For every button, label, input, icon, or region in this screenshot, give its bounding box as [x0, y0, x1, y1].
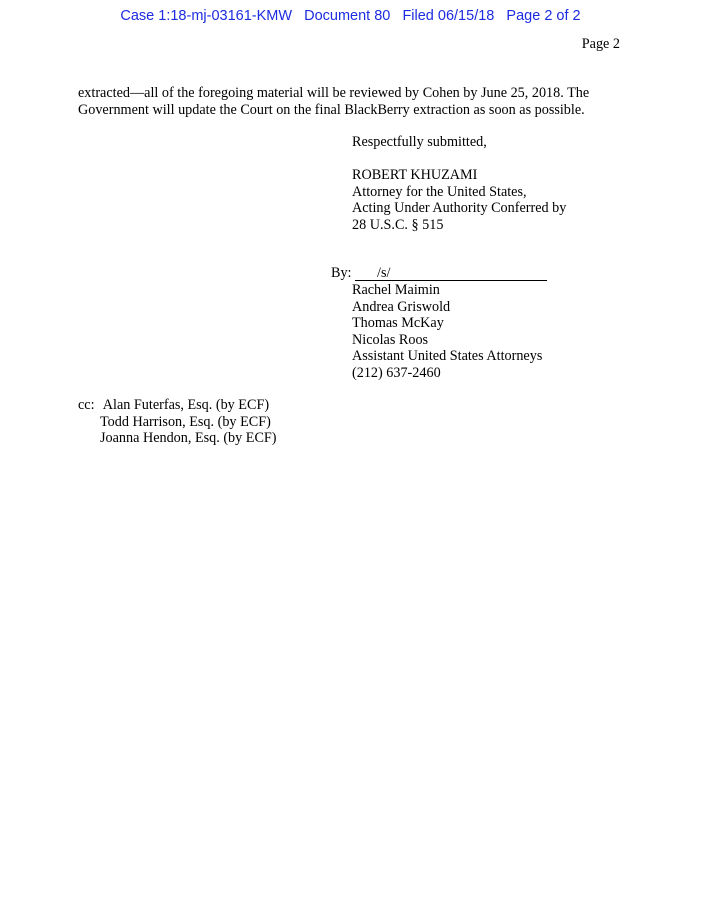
cc-list	[78, 397, 277, 447]
cc-line	[78, 430, 277, 447]
phone-number: (212) 637-2460	[352, 364, 441, 381]
cc-line	[78, 414, 277, 431]
signers-list	[352, 282, 542, 381]
signer-name: Nicolas Roos	[352, 331, 429, 348]
body-paragraph: extracted—all of the foregoing material will be reviewed by Cohen by June 25, 2018. The Government will update the Court on the final BlackBerry extraction as soon as possible.	[78, 85, 590, 118]
signer-name: Thomas McKay	[352, 315, 444, 331]
signers-title: Assistant United States Attorneys	[352, 348, 543, 364]
cc-recipient: Joanna Hendon, Esq. (by ECF)	[100, 430, 277, 446]
signature-mark: /s/	[377, 265, 391, 281]
closing-line: Respectfully submitted,	[352, 134, 487, 150]
signatory-title-line: Attorney for the United States,	[352, 183, 527, 200]
signatory-name: ROBERT KHUZAMI	[352, 167, 478, 183]
cc-recipient: Alan Futerfas, Esq. (by ECF)	[102, 397, 270, 413]
signature-block	[352, 134, 566, 233]
page-number: Page 2	[581, 36, 620, 52]
ecf-filing-header: Case 1:18-mj-03161-KMW Document 80 Filed 06/15/18 Page 2 of 2	[120, 8, 581, 24]
signatory-title-line: 28 U.S.C. § 515	[352, 216, 444, 233]
cc-label: cc:	[78, 397, 95, 413]
cc-line	[78, 397, 277, 414]
by-line	[331, 265, 547, 282]
signer-name: Rachel Maimin	[352, 282, 440, 298]
body-text	[78, 85, 623, 118]
by-label: By:	[331, 265, 352, 281]
signer-name: Andrea Griswold	[352, 298, 451, 315]
signatory-title-line: Acting Under Authority Conferred by	[352, 200, 567, 216]
signature-line	[355, 266, 547, 281]
cc-recipient: Todd Harrison, Esq. (by ECF)	[100, 413, 271, 430]
